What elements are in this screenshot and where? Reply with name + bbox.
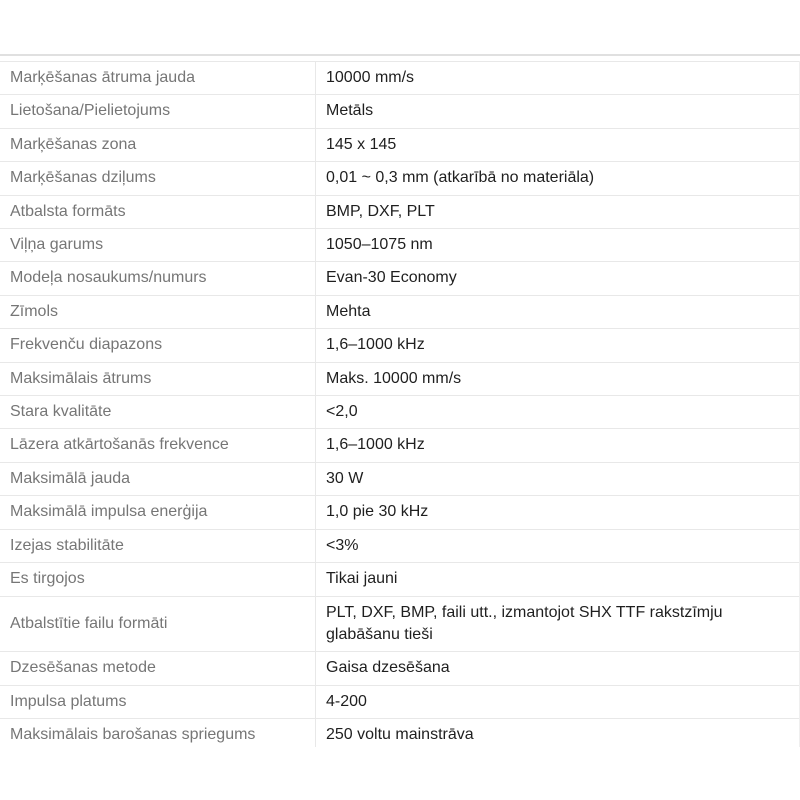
spec-label: Es tirgojos [0, 563, 316, 596]
spec-label: Atbalsta formāts [0, 195, 316, 228]
spec-value: 250 voltu mainstrāva [316, 719, 800, 747]
spec-value: 4-200 [316, 685, 800, 718]
spec-label: Maksimālā jauda [0, 462, 316, 495]
table-row [0, 329, 800, 362]
spec-label: Maksimālais ātrums [0, 362, 316, 395]
spec-label: Dzesēšanas metode [0, 652, 316, 685]
table-row [0, 563, 800, 596]
spec-label: Impulsa platums [0, 685, 316, 718]
table-row [0, 719, 800, 747]
spec-value: Mehta [316, 295, 800, 328]
table-row [0, 229, 800, 262]
spec-label: Stara kvalitāte [0, 396, 316, 429]
spec-value: 1,0 pie 30 kHz [316, 496, 800, 529]
spec-value: BMP, DXF, PLT [316, 195, 800, 228]
spec-value: 1,6–1000 kHz [316, 329, 800, 362]
spec-label: Modeļa nosaukums/numurs [0, 262, 316, 295]
table-row [0, 596, 800, 652]
table-row [0, 128, 800, 161]
spec-label: Izejas stabilitāte [0, 529, 316, 562]
spec-value: 0,01 ~ 0,3 mm (atkarībā no materiāla) [316, 162, 800, 195]
spec-value: <3% [316, 529, 800, 562]
spec-label: Lāzera atkārtošanās frekvence [0, 429, 316, 462]
spec-label: Viļņa garums [0, 229, 316, 262]
spec-label: Lietošana/Pielietojums [0, 95, 316, 128]
spec-label: Frekvenču diapazons [0, 329, 316, 362]
spec-value: <2,0 [316, 396, 800, 429]
spec-value: 1,6–1000 kHz [316, 429, 800, 462]
table-row [0, 396, 800, 429]
spec-value: 145 x 145 [316, 128, 800, 161]
table-row [0, 362, 800, 395]
table-row [0, 262, 800, 295]
table-row [0, 652, 800, 685]
spec-value: Gaisa dzesēšana [316, 652, 800, 685]
spec-label: Marķēšanas zona [0, 128, 316, 161]
table-row [0, 95, 800, 128]
spec-value: PLT, DXF, BMP, faili utt., izmantojot SHX TTF rakstzīmju glabāšanu tieši [316, 596, 800, 652]
spec-label: Maksimālā impulsa enerģija [0, 496, 316, 529]
spec-value: Metāls [316, 95, 800, 128]
table-row [0, 685, 800, 718]
spec-label: Marķēšanas ātruma jauda [0, 62, 316, 95]
table-row [0, 529, 800, 562]
spec-table-body [0, 62, 800, 748]
spec-table [0, 61, 800, 747]
spec-value: 1050–1075 nm [316, 229, 800, 262]
table-row [0, 62, 800, 95]
spec-value: Tikai jauni [316, 563, 800, 596]
table-row [0, 295, 800, 328]
spec-value: Maks. 10000 mm/s [316, 362, 800, 395]
spec-label: Atbalstītie failu formāti [0, 596, 316, 652]
spec-label: Zīmols [0, 295, 316, 328]
spec-label: Maksimālais barošanas spriegums [0, 719, 316, 747]
table-row [0, 462, 800, 495]
table-row [0, 195, 800, 228]
spec-label: Marķēšanas dziļums [0, 162, 316, 195]
table-row [0, 429, 800, 462]
spec-table-container [0, 54, 800, 747]
spec-value: Evan-30 Economy [316, 262, 800, 295]
spec-value: 10000 mm/s [316, 62, 800, 95]
table-row [0, 496, 800, 529]
spec-value: 30 W [316, 462, 800, 495]
table-row [0, 162, 800, 195]
